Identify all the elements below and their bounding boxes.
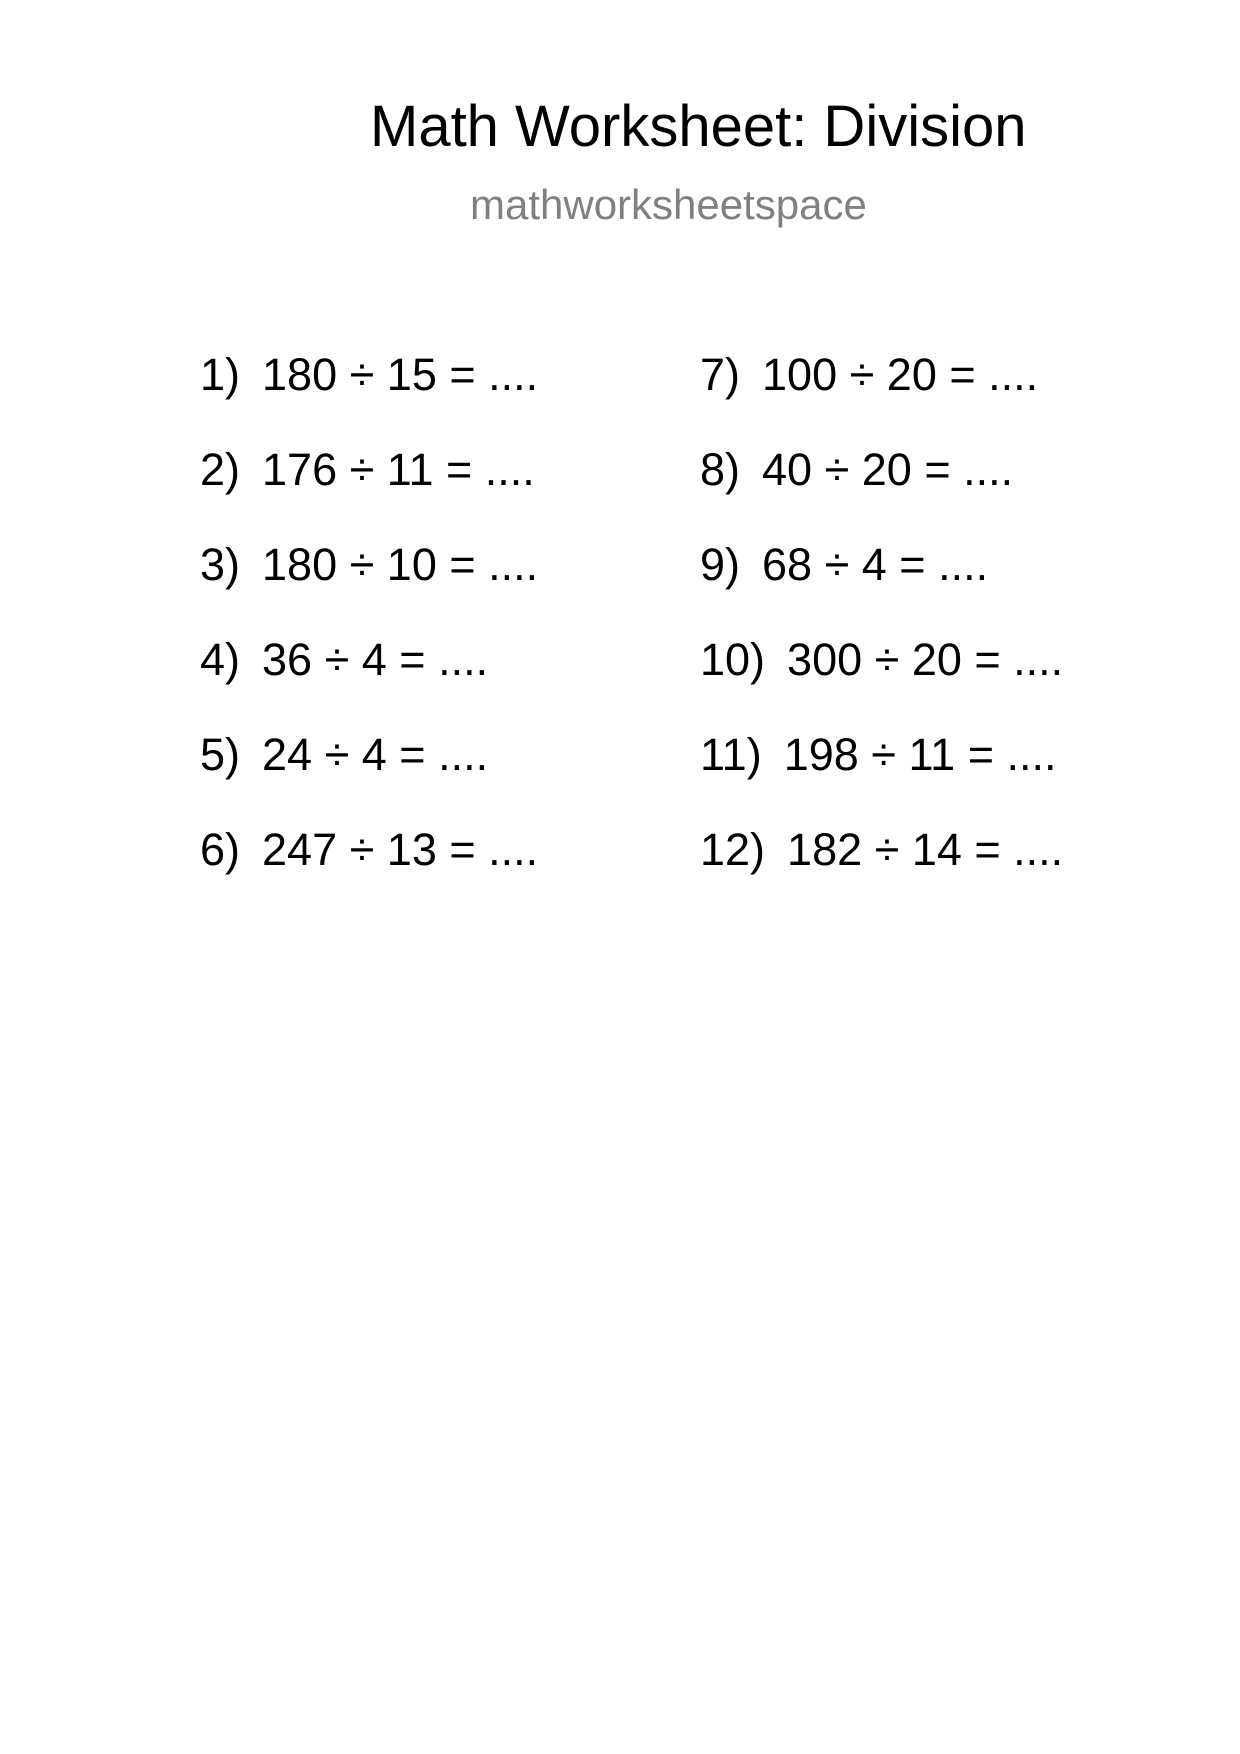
problem-number: 2): [200, 444, 241, 495]
problem-item: [200, 730, 538, 825]
problem-number: 4): [200, 634, 241, 685]
problem-expression: 198 ÷ 11 = ....: [783, 729, 1057, 780]
problem-number: 1): [200, 349, 241, 400]
problem-expression: 100 ÷ 20 = ....: [762, 349, 1039, 400]
problem-number: 6): [200, 824, 241, 875]
problem-expression: 40 ÷ 20 = ....: [762, 444, 1014, 495]
page-subtitle: mathworksheetspace: [470, 181, 867, 228]
problem-item: [200, 635, 538, 730]
problem-item: [200, 540, 538, 635]
problem-expression: 180 ÷ 15 = ....: [262, 349, 539, 400]
problem-number: 3): [200, 539, 241, 590]
problem-number: 8): [700, 444, 741, 495]
problem-item: [700, 730, 1063, 825]
problem-expression: 300 ÷ 20 = ....: [787, 634, 1064, 685]
problem-expression: 247 ÷ 13 = ....: [262, 824, 539, 875]
problem-expression: 176 ÷ 11 = ....: [262, 444, 535, 495]
problem-item: [200, 350, 538, 445]
problem-item: [700, 350, 1063, 445]
problem-item: [200, 825, 538, 920]
problem-expression: 182 ÷ 14 = ....: [787, 824, 1064, 875]
problem-number: 5): [200, 729, 241, 780]
problem-number: 10): [700, 634, 766, 685]
problem-expression: 68 ÷ 4 = ....: [762, 539, 989, 590]
problem-item: [200, 445, 538, 540]
problem-number: 11): [700, 729, 762, 780]
page-title: Math Worksheet: Division: [370, 94, 1027, 159]
problem-item: [700, 540, 1063, 635]
problem-column-right: [700, 350, 1063, 920]
problem-item: [700, 825, 1063, 920]
problem-item: [700, 445, 1063, 540]
problem-expression: 180 ÷ 10 = ....: [262, 539, 539, 590]
problem-expression: 24 ÷ 4 = ....: [262, 729, 489, 780]
problem-number: 12): [700, 824, 766, 875]
problem-number: 9): [700, 539, 741, 590]
problem-expression: 36 ÷ 4 = ....: [262, 634, 489, 685]
problem-item: [700, 635, 1063, 730]
problem-column-left: [200, 350, 538, 920]
problem-number: 7): [700, 349, 741, 400]
